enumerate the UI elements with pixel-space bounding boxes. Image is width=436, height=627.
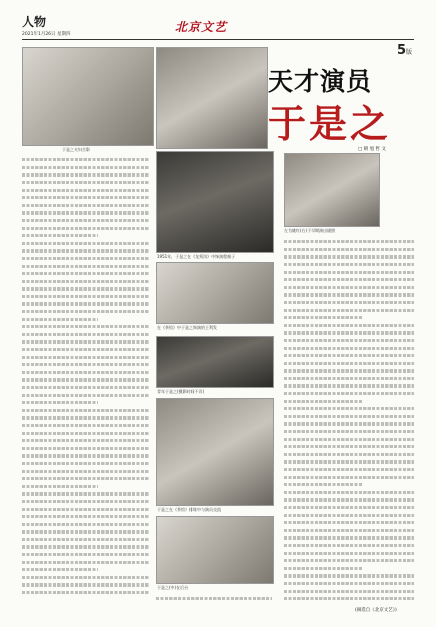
page-number <box>397 43 412 58</box>
text-line <box>22 558 149 566</box>
text-line <box>284 542 414 550</box>
body-column-left <box>22 156 149 601</box>
text-line <box>22 186 149 194</box>
text-line <box>284 284 414 292</box>
text-line <box>284 572 414 580</box>
text-line <box>284 496 414 504</box>
text-line <box>22 262 149 270</box>
text-line <box>284 435 414 443</box>
text-line <box>22 293 149 301</box>
text-line <box>22 255 149 263</box>
text-line <box>22 589 149 597</box>
body-column-right <box>284 238 414 603</box>
text-line <box>284 367 414 375</box>
text-line <box>22 270 149 278</box>
footer-signature: (摘选自《北京文艺》) <box>355 608 397 613</box>
text-line <box>284 443 414 451</box>
text-line <box>22 467 149 475</box>
text-line <box>22 498 149 506</box>
issue-date: 2021年1月26日 星期四 <box>22 32 71 37</box>
text-line <box>284 322 414 330</box>
text-line <box>284 527 414 535</box>
text-line <box>22 171 149 179</box>
text-line <box>22 505 149 513</box>
photo-bottom <box>156 516 274 584</box>
text-line <box>22 300 149 308</box>
text-line <box>22 445 149 453</box>
text-line <box>284 504 414 512</box>
text-line <box>22 376 149 384</box>
caption-rehearsal: 于是之在《茶馆》排练中与演员交流 <box>157 507 221 512</box>
text-line <box>284 314 362 322</box>
text-line <box>284 382 414 390</box>
text-line <box>284 466 414 474</box>
text-line <box>22 414 149 422</box>
text-line <box>22 422 149 430</box>
text-line <box>284 489 414 497</box>
text-line <box>22 369 149 377</box>
photo-couple <box>22 47 154 146</box>
text-line <box>22 315 98 323</box>
text-line <box>22 536 149 544</box>
text-line <box>284 420 414 428</box>
text-line <box>284 291 414 299</box>
text-line <box>22 353 149 361</box>
text-line <box>284 276 414 284</box>
text-line <box>22 384 149 392</box>
text-line <box>22 460 149 468</box>
text-line <box>22 209 149 217</box>
photo-portrait <box>156 336 274 388</box>
text-line <box>284 511 414 519</box>
text-line <box>22 513 149 521</box>
caption-portrait: 青年于是之(摄影时间不详) <box>157 389 205 394</box>
section-title: 人物 <box>22 15 47 29</box>
article-title: 天才演员 <box>268 67 373 96</box>
text-line <box>22 331 149 339</box>
text-line <box>22 391 149 399</box>
text-line <box>22 429 149 437</box>
header-rule <box>22 39 414 40</box>
text-line <box>22 475 149 483</box>
text-line <box>284 390 414 398</box>
photo-stage <box>156 262 274 324</box>
text-line <box>284 352 414 360</box>
text-line <box>284 534 414 542</box>
text-line <box>284 473 414 481</box>
text-line <box>284 238 414 246</box>
text-line <box>22 346 149 354</box>
text-line <box>22 490 149 498</box>
text-line <box>22 407 149 415</box>
text-line <box>22 217 149 225</box>
text-line <box>22 452 149 460</box>
text-line <box>22 224 149 232</box>
text-line <box>284 344 414 352</box>
text-line <box>284 458 414 466</box>
photo-right-upper <box>284 153 380 227</box>
text-line <box>284 565 362 573</box>
photo-rehearsal <box>156 398 274 506</box>
text-line <box>22 437 149 445</box>
text-line <box>22 543 149 551</box>
text-line <box>22 551 149 559</box>
text-line <box>22 240 149 248</box>
text-line <box>284 261 414 269</box>
text-line <box>284 481 362 489</box>
text-line <box>22 202 149 210</box>
text-line <box>22 308 149 316</box>
text-line <box>284 428 414 436</box>
text-line <box>284 329 414 337</box>
text-line <box>284 268 414 276</box>
text-line <box>284 397 362 405</box>
text-line <box>22 566 98 574</box>
text-line <box>284 246 414 254</box>
text-line <box>284 451 414 459</box>
text-line <box>22 574 149 582</box>
text-line <box>284 253 414 261</box>
text-line <box>284 299 414 307</box>
text-line <box>22 361 149 369</box>
text-line <box>284 557 414 565</box>
text-line <box>22 278 149 286</box>
photo-top-right <box>156 47 268 149</box>
text-line <box>22 521 149 529</box>
page-number-value: 5 <box>397 43 407 58</box>
caption-couple: 于是之夫妇合影 <box>62 147 90 152</box>
text-line <box>284 580 414 588</box>
caption-bottom: 于是之(中)在后台 <box>157 585 189 590</box>
body-column-middle-lower <box>156 595 272 607</box>
caption-stage: 在《茶馆》中于是之饰演的王利发 <box>157 325 217 330</box>
text-line <box>284 337 414 345</box>
text-line <box>284 519 414 527</box>
byline: □ 朝 旭 哲 文 <box>358 147 386 152</box>
text-line <box>284 587 414 595</box>
text-line <box>284 360 414 368</box>
text-line <box>22 483 98 491</box>
text-line <box>156 595 272 603</box>
photo-1951 <box>156 151 274 253</box>
caption-right-upper: 左为姚红(右)于早期演出剧照 <box>284 228 336 233</box>
text-line <box>284 413 414 421</box>
text-line <box>22 179 149 187</box>
text-line <box>22 399 98 407</box>
text-line <box>22 156 149 164</box>
article-subject-name: 于是之 <box>268 101 392 146</box>
text-line <box>22 528 149 536</box>
text-line <box>22 323 149 331</box>
text-line <box>22 581 149 589</box>
masthead: 北京文艺 <box>175 20 228 34</box>
text-line <box>284 549 414 557</box>
text-line <box>22 194 149 202</box>
text-line <box>22 338 149 346</box>
text-line <box>22 285 149 293</box>
text-line <box>22 164 149 172</box>
text-line <box>284 595 414 603</box>
page-number-suffix: 版 <box>406 49 413 56</box>
text-line <box>22 232 98 240</box>
text-line <box>284 405 414 413</box>
text-line <box>284 306 414 314</box>
caption-1951: 1951年，于是之在《龙须沟》中饰演程疯子 <box>157 254 236 259</box>
text-line <box>22 247 149 255</box>
text-line <box>284 375 414 383</box>
